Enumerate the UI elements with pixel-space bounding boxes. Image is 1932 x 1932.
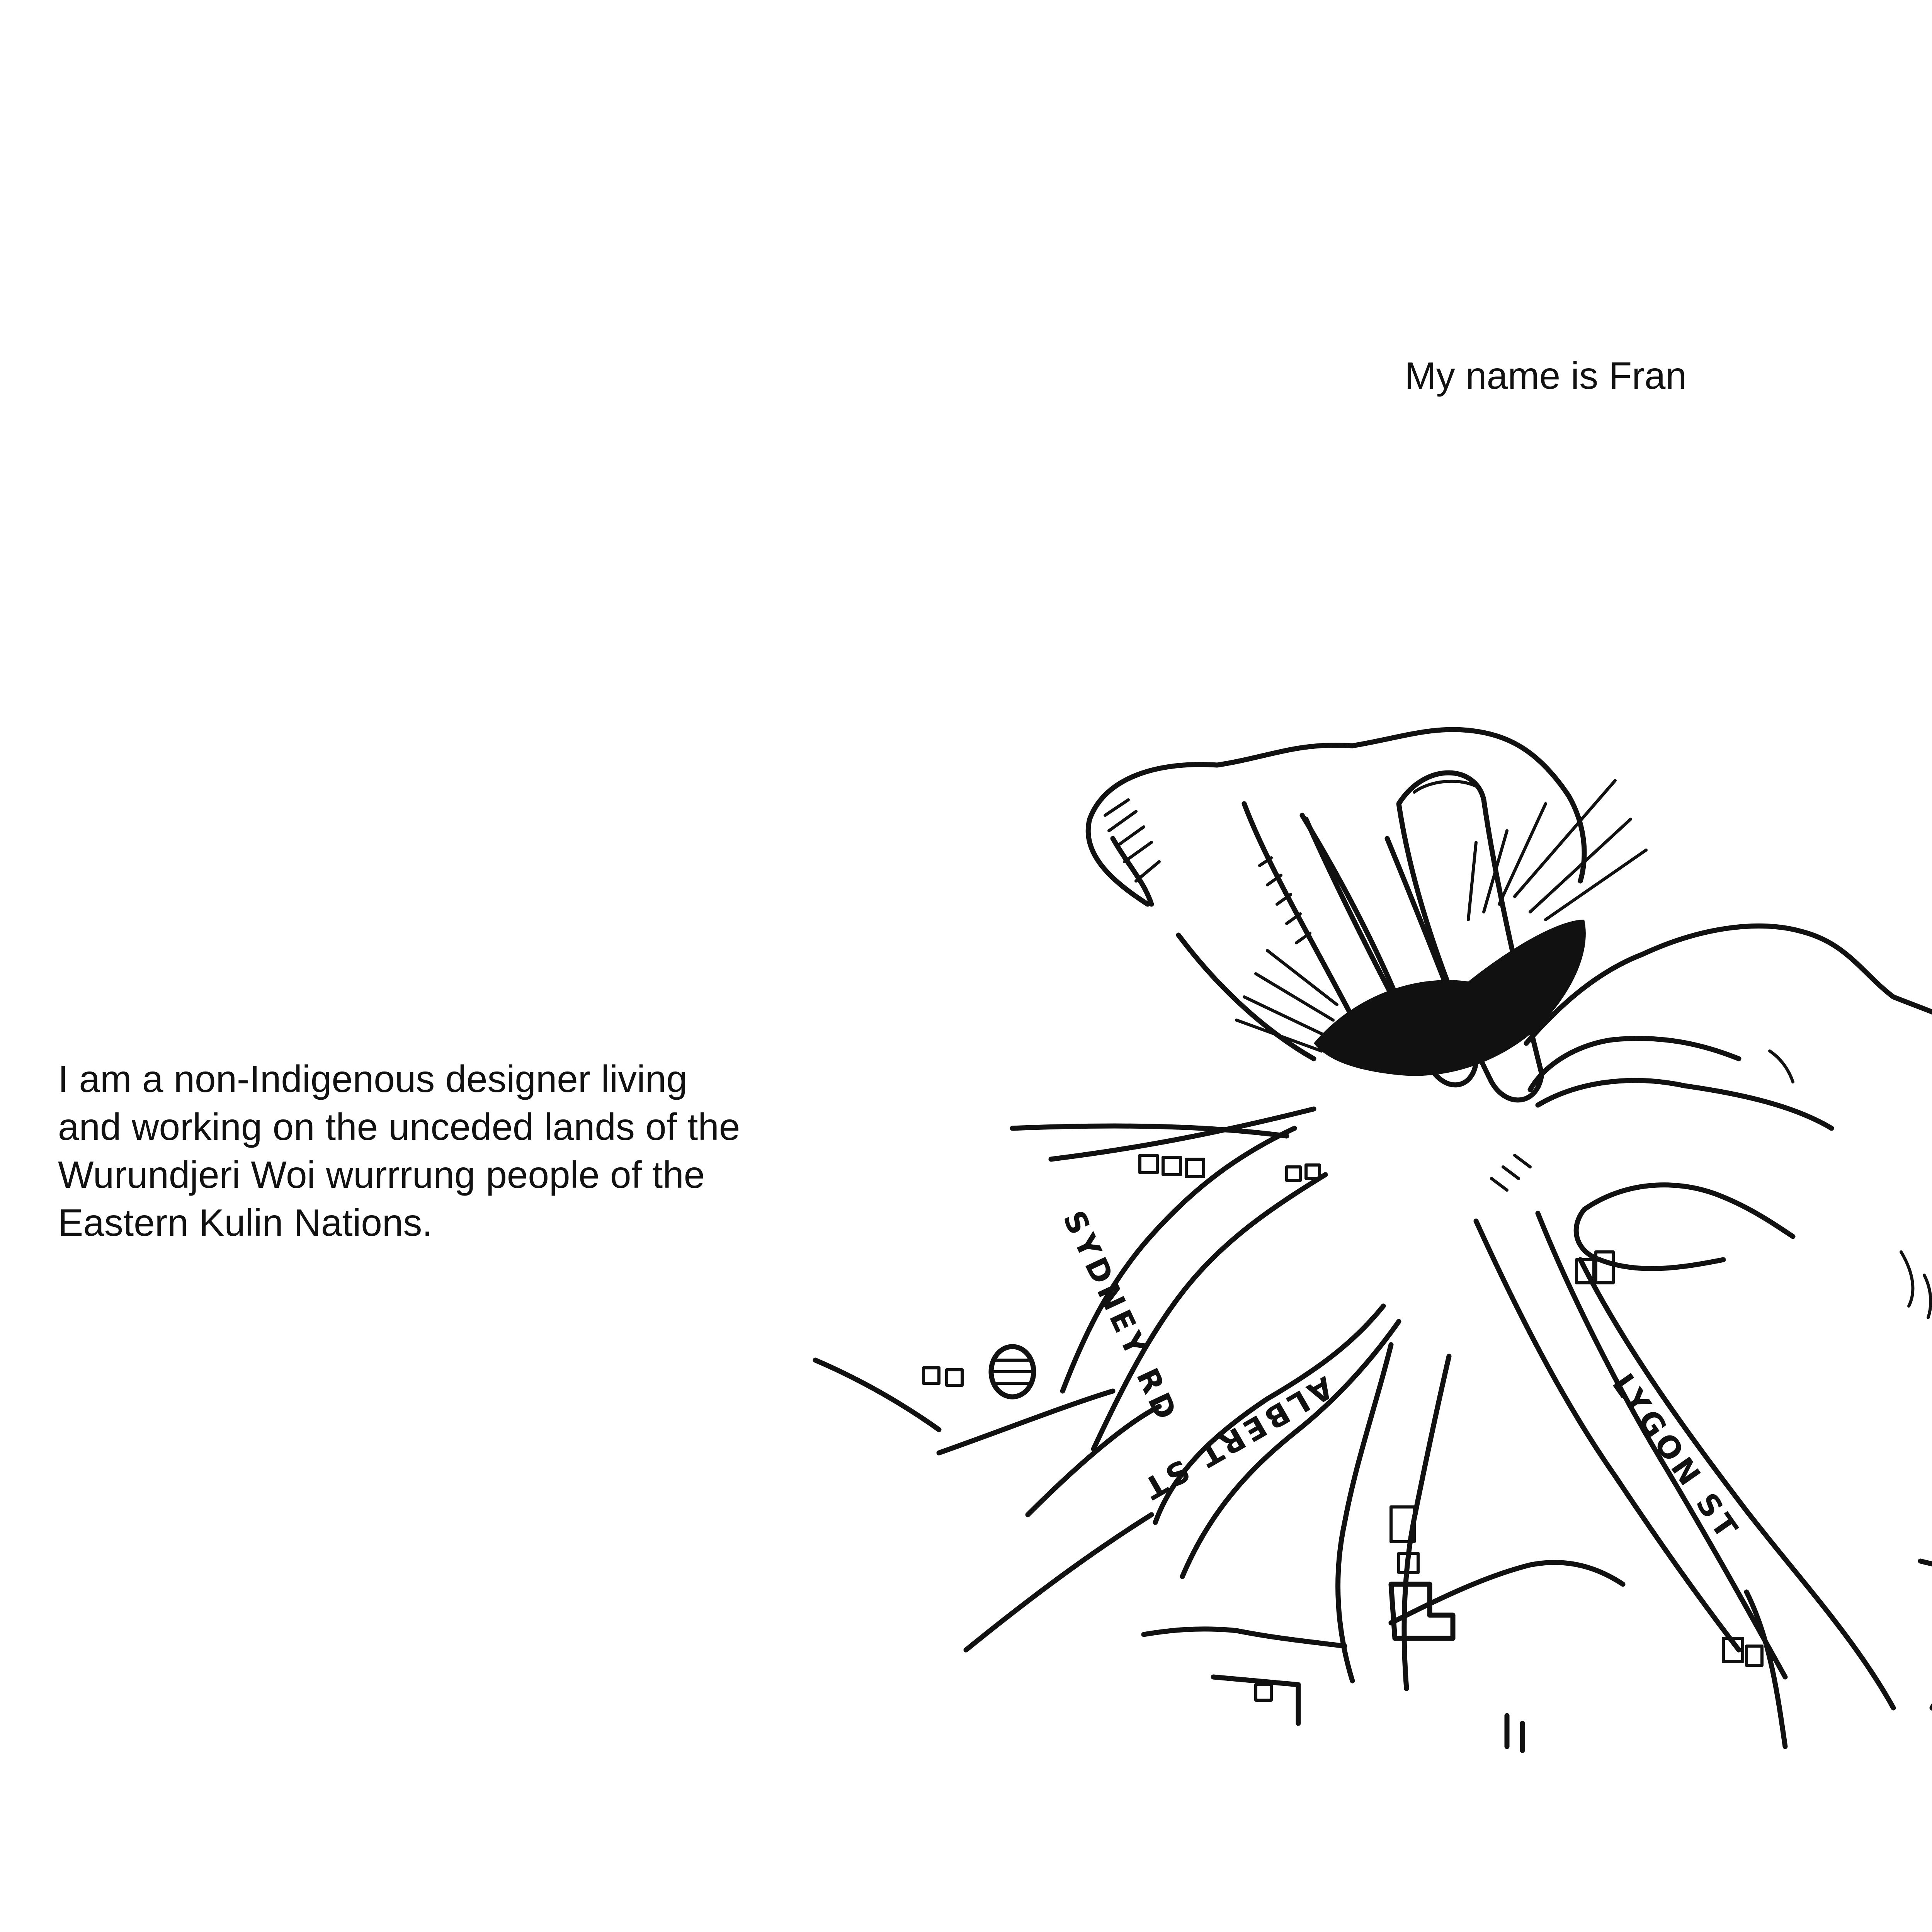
intro-line: I am a non-Indigenous designer living <box>58 1058 687 1100</box>
street-label-albert-st: ALBERT ST <box>1134 1369 1339 1508</box>
intro-line: Wurundjeri Woi wurrrung people of the <box>58 1153 705 1196</box>
intro-paragraph <box>58 1055 869 1247</box>
street-label-lygon-st: LYGON ST <box>1605 1367 1746 1548</box>
street-label-sydney-rd: SYDNEY RD <box>1056 1205 1185 1429</box>
intro-line: and working on the unceded lands of the <box>58 1105 740 1148</box>
hands-crumpling-map-icon <box>811 703 1932 1804</box>
page-title: My name is Fran <box>1405 354 1687 397</box>
intro-line: Eastern Kulin Nations. <box>58 1201 433 1244</box>
